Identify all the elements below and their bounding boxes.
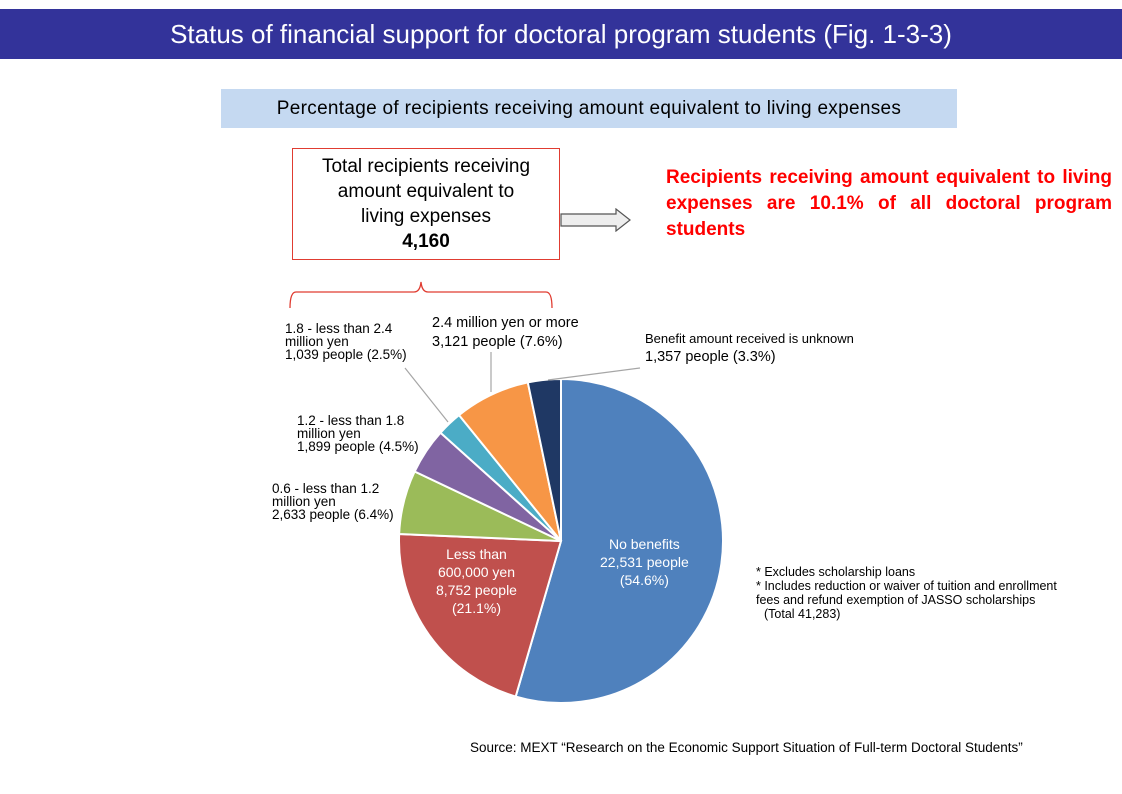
slice-label-line: 8,752 people bbox=[436, 582, 517, 598]
note-line: * Includes reduction or waiver of tuition and enrollment bbox=[756, 579, 1057, 593]
total-box-line-1: Total recipients receiving bbox=[321, 156, 531, 177]
slice-label-line: 1,357 people (3.3%) bbox=[645, 349, 776, 365]
slice-label-line: million yen bbox=[272, 494, 336, 509]
slice-label-line: (54.6%) bbox=[619, 572, 669, 588]
slice-label-line: 1.8 - less than 2.4 bbox=[285, 321, 393, 336]
slice-label-line: 3,121 people (7.6%) bbox=[432, 334, 563, 350]
slice-label-1-2-to-1-8 bbox=[297, 414, 419, 453]
leader-line-unknown bbox=[548, 368, 640, 380]
slice-label-line: million yen bbox=[285, 334, 349, 349]
slice-label-line: 2.4 million yen or more bbox=[432, 315, 579, 331]
slice-label-line: (21.1%) bbox=[451, 600, 501, 616]
slice-label-1-8-to-2-4 bbox=[285, 322, 407, 361]
slice-label-unknown bbox=[645, 329, 854, 367]
slice-label-line: 0.6 - less than 1.2 bbox=[272, 481, 380, 496]
slice-label-line: Less than bbox=[446, 546, 507, 562]
note-line: fees and refund exemption of JASSO scholarships bbox=[756, 593, 1036, 607]
page-title: Status of financial support for doctoral program students (Fig. 1-3-3) bbox=[0, 9, 1122, 59]
slice-label-line: 2,633 people (6.4%) bbox=[272, 507, 394, 522]
slice-label-line: No benefits bbox=[608, 536, 680, 552]
total-box-value: 4,160 bbox=[402, 231, 450, 252]
slice-label-line: million yen bbox=[297, 426, 361, 441]
source-citation: Source: MEXT “Research on the Economic Support Situation of Full-term Doctoral Students” bbox=[470, 740, 1023, 755]
highlight-note: Recipients receiving amount equivalent to living expenses are 10.1% of all doctoral program students bbox=[666, 167, 1112, 240]
note-line: * Excludes scholarship loans bbox=[756, 565, 916, 579]
slice-label-line: 1,039 people (2.5%) bbox=[285, 347, 407, 362]
slice-label-no-benefits bbox=[600, 535, 689, 589]
total-box-line-3: living expenses bbox=[361, 206, 491, 227]
slice-label-line: 1,899 people (4.5%) bbox=[297, 439, 419, 454]
chart-notes bbox=[756, 565, 1057, 621]
chart-subtitle: Percentage of recipients receiving amount equivalent to living expenses bbox=[221, 89, 957, 128]
total-label: (Total 41,283) bbox=[764, 607, 841, 621]
total-box-line-2: amount equivalent to bbox=[337, 181, 515, 202]
slice-label-2-4-or-more bbox=[432, 314, 579, 352]
slice-label-less-than-600k bbox=[436, 545, 517, 617]
slice-label-line: 1.2 - less than 1.8 bbox=[297, 413, 405, 428]
slice-label-line: Benefit amount received is unknown bbox=[645, 331, 854, 346]
slice-label-line: 600,000 yen bbox=[437, 564, 516, 580]
slice-label-line: 22,531 people bbox=[600, 554, 689, 570]
slice-label-0-6-to-1-2 bbox=[272, 482, 394, 521]
